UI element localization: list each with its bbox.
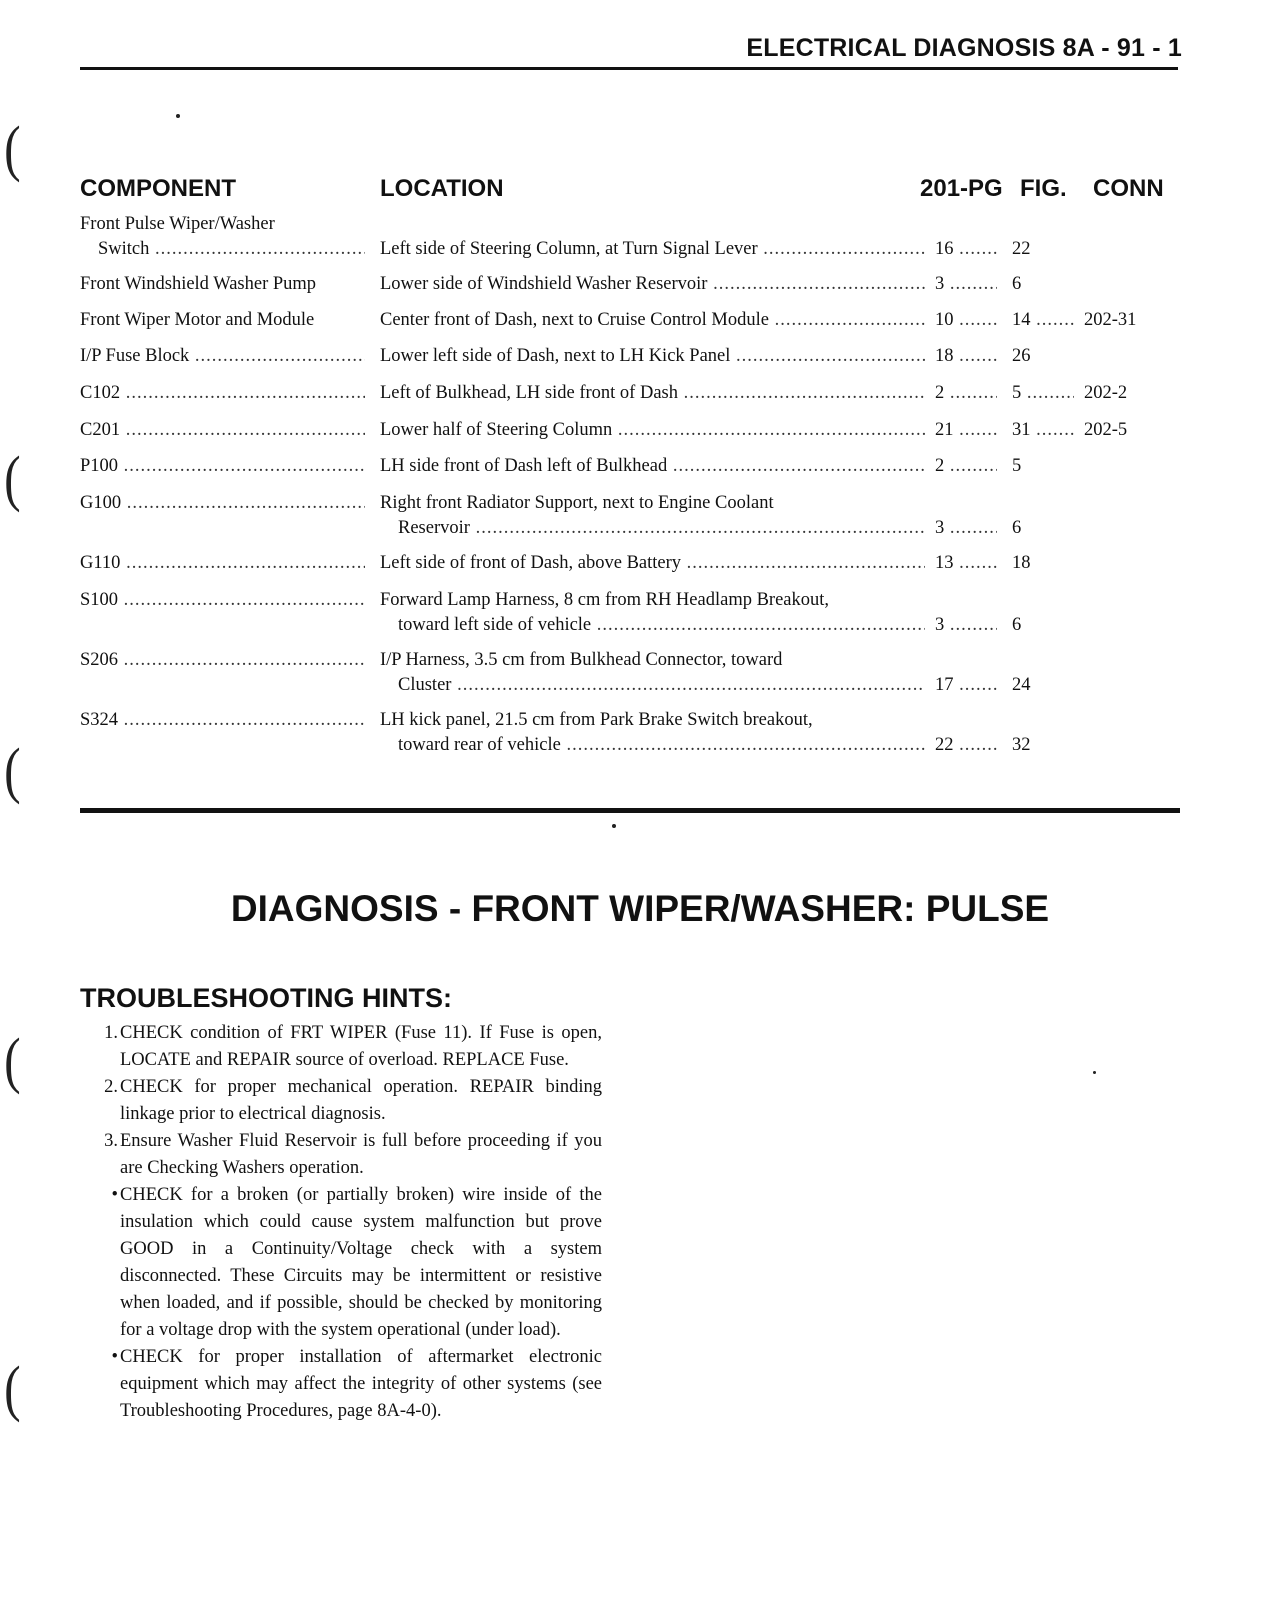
table-bottom-rule — [80, 808, 1180, 813]
location-cell — [380, 381, 925, 406]
conn-ref: 202-5 — [1084, 420, 1128, 440]
binder-mark: ( — [4, 1355, 21, 1423]
fig-ref: 5 ..... — [1012, 383, 1074, 403]
location-text: LH side front of Dash left of Bulkhead ..... — [380, 456, 925, 476]
pg-ref: 13 ..... — [935, 553, 997, 573]
location-text: Left side of front of Dash, above Battery ..... — [380, 553, 925, 573]
location-cell — [380, 708, 925, 758]
location-cell — [380, 212, 925, 262]
hint-marker: 3. — [104, 1131, 118, 1151]
col-header-location: LOCATION — [380, 175, 504, 202]
pg-ref: 3 ..... — [935, 518, 997, 538]
pg-ref: 18 ..... — [935, 346, 997, 366]
location-cell — [380, 491, 925, 541]
binder-mark: ( — [4, 1027, 21, 1095]
component-cell — [80, 588, 365, 613]
pg-ref: 17 ..... — [935, 675, 997, 695]
component-name: I/P Fuse Block ..... — [80, 346, 365, 366]
hint-item — [88, 1344, 602, 1425]
conn-ref: 202-31 — [1084, 310, 1137, 330]
hint-text: CHECK for a broken (or partially broken) wire inside of the insulation which could cause system malfunction but prove GOOD in a Continuity/Voltage check with a system disconnected. These Circuits may be intermittent or resistive when loaded, and if possible, should be checked by monitoring for a voltage drop with the system operational (under load). — [120, 1185, 602, 1340]
location-cell — [380, 588, 925, 638]
pg-ref: 16 ..... — [935, 239, 997, 259]
component-name: C102 ..... — [80, 383, 365, 403]
pg-ref: 2 ..... — [935, 456, 997, 476]
pg-ref: 22 ..... — [935, 735, 997, 755]
troubleshooting-hints-heading: TROUBLESHOOTING HINTS: — [80, 983, 452, 1013]
hint-marker: 1. — [104, 1023, 118, 1043]
binder-mark: ( — [4, 445, 21, 513]
hint-text: CHECK for proper installation of aftermarket electronic equipment which may affect the integrity of other systems (see Troubleshooting Procedures, page 8A-4-0). — [120, 1347, 602, 1421]
fig-ref: 24 — [1012, 675, 1031, 695]
location-text: Lower left side of Dash, next to LH Kick Panel ..... — [380, 346, 925, 366]
binder-mark: ( — [4, 115, 21, 183]
pg-ref: 21 ..... — [935, 420, 997, 440]
location-text: I/P Harness, 3.5 cm from Bulkhead Connector, toward — [380, 650, 783, 670]
component-name: S206 ..... — [80, 650, 365, 670]
hint-item — [88, 1074, 602, 1128]
hint-marker: 2. — [104, 1077, 118, 1097]
location-text: Right front Radiator Support, next to Engine Coolant — [380, 493, 774, 513]
col-header-fig: FIG. — [1020, 175, 1067, 202]
location-cell — [380, 454, 925, 479]
pg-ref: 3 ..... — [935, 274, 997, 294]
fig-ref: 5 — [1012, 456, 1022, 476]
hint-text: Ensure Washer Fluid Reservoir is full before proceeding if you are Checking Washers operation. — [120, 1131, 602, 1178]
location-cell — [380, 308, 925, 333]
hint-marker: • — [111, 1185, 118, 1205]
location-text: Reservoir ..... — [398, 518, 925, 538]
fig-ref: 6 — [1012, 518, 1022, 538]
component-name: G110 ..... — [80, 553, 365, 573]
fig-ref: 31 ..... — [1012, 420, 1074, 440]
component-cell — [80, 454, 365, 479]
location-text: Left side of Steering Column, at Turn Signal Lever ..... — [380, 239, 925, 259]
component-name: Front Wiper Motor and Module — [80, 310, 315, 330]
scan-speck — [612, 824, 616, 828]
component-cell — [80, 418, 365, 443]
fig-ref: 22 — [1012, 239, 1031, 259]
section-title: DIAGNOSIS - FRONT WIPER/WASHER: PULSE — [230, 888, 1050, 929]
location-text: toward left side of vehicle ..... — [398, 615, 925, 635]
pg-ref: 10 ..... — [935, 310, 997, 330]
component-name: S100 ..... — [80, 590, 365, 610]
location-text: Left of Bulkhead, LH side front of Dash ..... — [380, 383, 925, 403]
hint-item — [88, 1128, 602, 1182]
hint-item — [88, 1182, 602, 1344]
location-cell — [380, 344, 925, 369]
hint-text: CHECK condition of FRT WIPER (Fuse 11). If Fuse is open, LOCATE and REPAIR source of overload. REPLACE Fuse. — [120, 1023, 602, 1070]
component-cell — [80, 308, 365, 333]
location-text: Cluster ..... — [398, 675, 925, 695]
location-cell — [380, 418, 925, 443]
location-text: LH kick panel, 21.5 cm from Park Brake Switch breakout, — [380, 710, 813, 730]
col-header-conn: CONN — [1093, 175, 1164, 202]
location-cell — [380, 648, 925, 698]
col-header-component: COMPONENT — [80, 175, 236, 202]
location-text: Center front of Dash, next to Cruise Control Module ..... — [380, 310, 925, 330]
component-cell — [80, 272, 365, 297]
fig-ref: 6 — [1012, 274, 1022, 294]
component-name: Switch ..... — [98, 239, 365, 259]
component-name: G100 ..... — [80, 493, 365, 513]
component-name: P100 ..... — [80, 456, 365, 476]
component-cell — [80, 708, 365, 733]
fig-ref: 18 — [1012, 553, 1031, 573]
header-rule — [80, 67, 1178, 70]
location-text: Lower side of Windshield Washer Reservoir ..... — [380, 274, 925, 294]
hint-marker: • — [111, 1347, 118, 1367]
component-name: S324 ..... — [80, 710, 365, 730]
hint-text: CHECK for proper mechanical operation. REPAIR binding linkage prior to electrical diagnosis. — [120, 1077, 602, 1124]
scan-speck — [1093, 1071, 1096, 1074]
fig-ref: 26 — [1012, 346, 1031, 366]
component-cell — [80, 212, 365, 262]
scan-speck — [176, 114, 180, 118]
fig-ref: 14 ..... — [1012, 310, 1074, 330]
pg-ref: 3 ..... — [935, 615, 997, 635]
location-cell — [380, 272, 925, 297]
component-cell — [80, 491, 365, 516]
troubleshooting-hints-list — [88, 1020, 602, 1425]
pg-ref: 2 ..... — [935, 383, 997, 403]
component-name: C201 ..... — [80, 420, 365, 440]
location-text: toward rear of vehicle ..... — [398, 735, 925, 755]
component-cell — [80, 381, 365, 406]
component-cell — [80, 344, 365, 369]
conn-ref: 202-2 — [1084, 383, 1128, 403]
col-header-pg: 201-PG — [920, 175, 1003, 202]
component-name: Front Pulse Wiper/Washer — [80, 214, 275, 234]
binder-mark: ( — [4, 737, 21, 805]
component-cell — [80, 551, 365, 576]
location-text: Forward Lamp Harness, 8 cm from RH Headlamp Breakout, — [380, 590, 830, 610]
fig-ref: 32 — [1012, 735, 1031, 755]
page-header-title: ELECTRICAL DIAGNOSIS 8A - 91 - 1 — [746, 34, 1182, 62]
location-text: Lower half of Steering Column ..... — [380, 420, 925, 440]
hint-item — [88, 1020, 602, 1074]
component-cell — [80, 648, 365, 673]
location-cell — [380, 551, 925, 576]
component-name: Front Windshield Washer Pump — [80, 274, 317, 294]
fig-ref: 6 — [1012, 615, 1022, 635]
